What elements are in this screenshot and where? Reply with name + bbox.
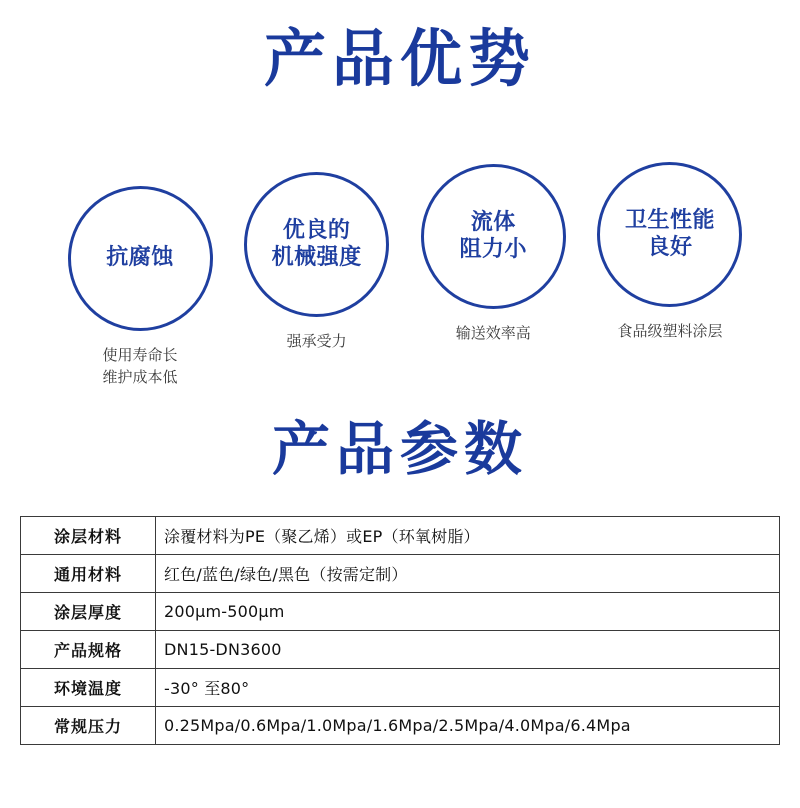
param-value: DN15-DN3600 xyxy=(156,631,780,669)
param-value: 0.25Mpa/0.6Mpa/1.0Mpa/1.6Mpa/2.5Mpa/4.0Mpa/6.4Mpa xyxy=(156,707,780,745)
advantage-circle-text xyxy=(272,218,362,272)
advantage-caption-line1: 输送效率高 xyxy=(455,324,531,342)
advantage-circle-text xyxy=(625,208,715,262)
params-section-title: 产品参数 xyxy=(271,415,528,483)
param-label: 通用材料 xyxy=(21,555,156,593)
table-row xyxy=(21,669,780,707)
advantage-item xyxy=(60,186,220,389)
param-value: 涂覆材料为PE（聚乙烯）或EP（环氧树脂） xyxy=(156,517,780,555)
table-row xyxy=(21,631,780,669)
advantage-circle-line1: 卫生性能 xyxy=(624,207,715,233)
param-value: 红色/蓝色/绿色/黑色（按需定制） xyxy=(156,555,780,593)
advantage-caption xyxy=(60,345,220,389)
advantage-circle xyxy=(244,172,389,317)
param-label: 涂层厚度 xyxy=(21,593,156,631)
advantage-circle-text xyxy=(460,210,528,264)
advantage-circle-line2: 阻力小 xyxy=(459,236,528,262)
table-row xyxy=(21,593,780,631)
advantage-item xyxy=(413,164,573,345)
params-table xyxy=(20,516,780,745)
params-table-wrapper xyxy=(20,516,780,745)
advantage-caption-line1: 强承受力 xyxy=(286,332,347,350)
advantage-caption xyxy=(237,331,397,353)
advantage-item xyxy=(590,162,750,343)
advantage-circle xyxy=(597,162,742,307)
advantage-circle-line1: 抗腐蚀 xyxy=(106,245,174,271)
advantage-caption-line2: 维护成本低 xyxy=(102,367,178,386)
param-label: 环境温度 xyxy=(21,669,156,707)
advantage-caption-line1: 食品级塑料涂层 xyxy=(617,322,723,340)
advantage-circle-line2: 良好 xyxy=(647,234,693,260)
advantages-section-title: 产品优势 xyxy=(263,22,536,95)
param-label: 产品规格 xyxy=(21,631,156,669)
param-value: 200μm-500μm xyxy=(156,593,780,631)
advantage-circle-text xyxy=(106,245,174,272)
param-value: -30° 至80° xyxy=(156,669,780,707)
advantage-circle-line1: 流体 xyxy=(470,209,516,235)
advantage-item xyxy=(237,172,397,353)
advantage-circle xyxy=(68,186,213,331)
advantage-circle-line1: 优良的 xyxy=(282,217,351,243)
table-row xyxy=(21,517,780,555)
advantage-caption xyxy=(413,323,573,345)
param-label: 涂层材料 xyxy=(21,517,156,555)
advantage-circle xyxy=(421,164,566,309)
table-row xyxy=(21,555,780,593)
advantage-circle-line2: 机械强度 xyxy=(271,244,362,270)
param-label: 常规压力 xyxy=(21,707,156,745)
advantage-caption xyxy=(590,321,750,343)
advantages-list xyxy=(60,162,750,386)
advantage-caption-line1: 使用寿命长 xyxy=(102,346,178,364)
table-row xyxy=(21,707,780,745)
